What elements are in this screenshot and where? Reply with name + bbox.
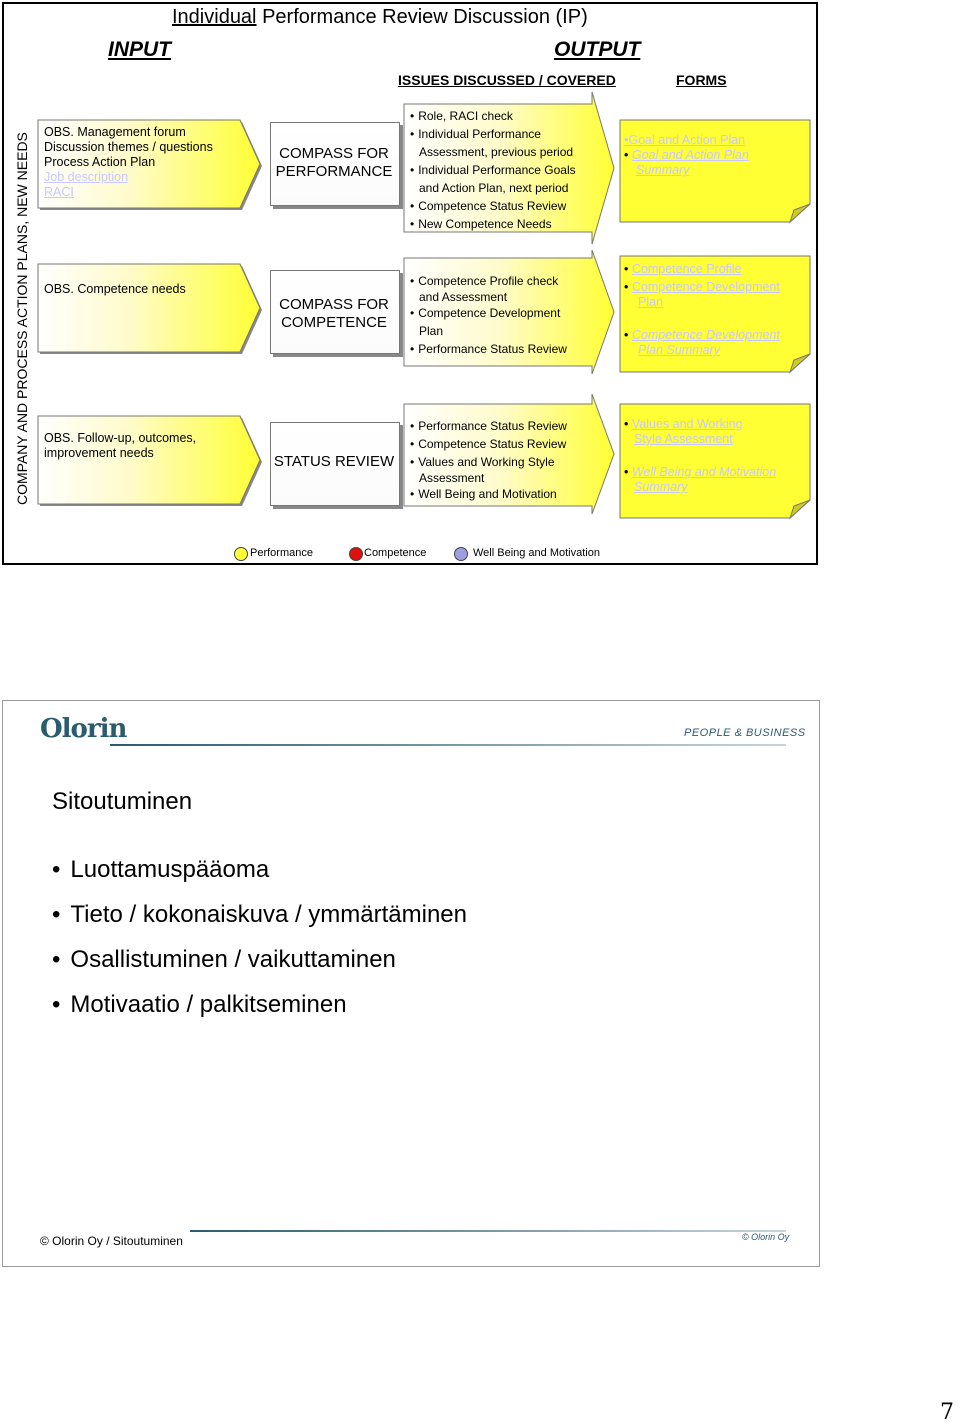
goal-action-plan-link[interactable]: •Goal and Action Plan [624, 133, 746, 147]
issues-group-status [410, 417, 567, 503]
issues-group-performance [410, 107, 576, 233]
legend-performance-label: Performance [250, 547, 313, 559]
raci-link[interactable]: RACI [44, 185, 74, 199]
issue-item: • Role, RACI check [410, 107, 576, 125]
competence-profile-link[interactable]: Competence Profile [631, 262, 742, 276]
input-header: INPUT [108, 38, 171, 61]
footer-logo: © Olorin Oy [742, 1232, 790, 1242]
summary-link[interactable]: Summary [636, 163, 690, 177]
plan-link[interactable]: Plan [638, 295, 664, 309]
bullet-item: • Luottamuspääoma [52, 856, 270, 883]
vertical-side-label: COMPANY AND PROCESS ACTION PLANS, NEW NEEDS [14, 132, 30, 505]
forms-group-performance: •Goal and Action Plan • Goal and Action Plan Summary [624, 133, 749, 177]
bullet-item: • Motivaatio / palkitseminen [52, 991, 347, 1018]
well-being-summary-link[interactable]: Summary [634, 480, 688, 494]
legend-performance-dot [234, 547, 248, 561]
legend-competence-dot [349, 547, 363, 561]
issue-item: • Values and Working Style [410, 453, 567, 471]
bullet-item: • Tieto / kokonaiskuva / ymmärtäminen [52, 901, 468, 928]
issues-header: ISSUES DISCUSSED / COVERED [398, 72, 616, 88]
input-management-forum [44, 125, 213, 200]
competence-development-summary-link[interactable]: Competence Development [631, 328, 780, 342]
issue-item: • Individual Performance Goals [410, 161, 576, 179]
competence-development-plan-link[interactable]: Competence Development [631, 280, 780, 294]
issues-group-competence [410, 272, 567, 358]
slide-title: Sitoutuminen [52, 788, 193, 815]
issue-item: • Performance Status Review [410, 340, 567, 358]
issue-item: • Competence Status Review [410, 435, 567, 453]
input-line: OBS. Competence needs [44, 282, 186, 296]
legend-wellbeing-label: Well Being and Motivation [473, 547, 600, 559]
legend-competence-label: Competence [364, 547, 427, 559]
process-label: STATUS REVIEW [273, 453, 395, 470]
diagram-title: Individual Performance Review Discussion (IP) [172, 6, 588, 28]
style-assessment-link[interactable]: Style Assessment [634, 432, 733, 446]
input-line: Discussion themes / questions [44, 140, 213, 154]
process-label: COMPASS FOR COMPETENCE [279, 296, 389, 331]
goal-action-plan-summary-link[interactable]: Goal and Action Plan [631, 148, 749, 162]
issue-item: and Action Plan, next period [419, 181, 569, 195]
issue-item: Assessment, previous period [419, 145, 574, 159]
issue-item: • Performance Status Review [410, 417, 567, 435]
input-line: OBS. Follow-up, outcomes, [44, 431, 197, 445]
issue-item: Plan [419, 324, 444, 338]
input-line: improvement needs [44, 446, 154, 460]
issue-item: and Assessment [419, 290, 508, 304]
issue-item: • Competence Development [410, 304, 567, 322]
bullet-item: • Osallistuminen / vaikuttaminen [52, 946, 396, 973]
forms-group-competence: • Competence Profile • Competence Development Plan • Competence Development Plan Summary [624, 262, 780, 357]
olorin-logo: Olorin [40, 714, 127, 744]
footer-rule [190, 1230, 786, 1232]
issue-item: • Well Being and Motivation [410, 485, 567, 503]
header-rule [110, 744, 786, 746]
forms-header: FORMS [676, 72, 727, 88]
footer-text: © Olorin Oy / Sitoutuminen [40, 1234, 183, 1248]
issue-item: Assessment [419, 471, 485, 485]
input-follow-up [44, 431, 196, 461]
input-line: OBS. Management forum [44, 125, 186, 139]
plan-summary-link[interactable]: Plan Summary [638, 343, 720, 357]
issue-item: • Competence Profile check [410, 272, 567, 290]
issue-item: • Competence Status Review [410, 197, 576, 215]
tagline: PEOPLE & BUSINESS [684, 727, 806, 739]
issue-item: • New Competence Needs [410, 215, 576, 233]
issue-item: • Individual Performance [410, 125, 576, 143]
legend-wellbeing-dot [454, 547, 468, 561]
output-header: OUTPUT [554, 38, 641, 61]
values-working-style-link[interactable]: Values and Working [631, 417, 743, 431]
process-label: COMPASS FOR PERFORMANCE [275, 145, 393, 180]
forms-group-status: • Values and Working Style Assessment • Well Being and Motivation Summary [624, 417, 777, 494]
input-competence-needs [44, 282, 186, 297]
job-description-link[interactable]: Job description [44, 170, 129, 184]
input-line: Process Action Plan [44, 155, 156, 169]
slide-sitoutuminen [2, 700, 820, 1267]
page-number: 7 [940, 1400, 954, 1425]
well-being-motivation-link[interactable]: Well Being and Motivation [631, 465, 777, 479]
